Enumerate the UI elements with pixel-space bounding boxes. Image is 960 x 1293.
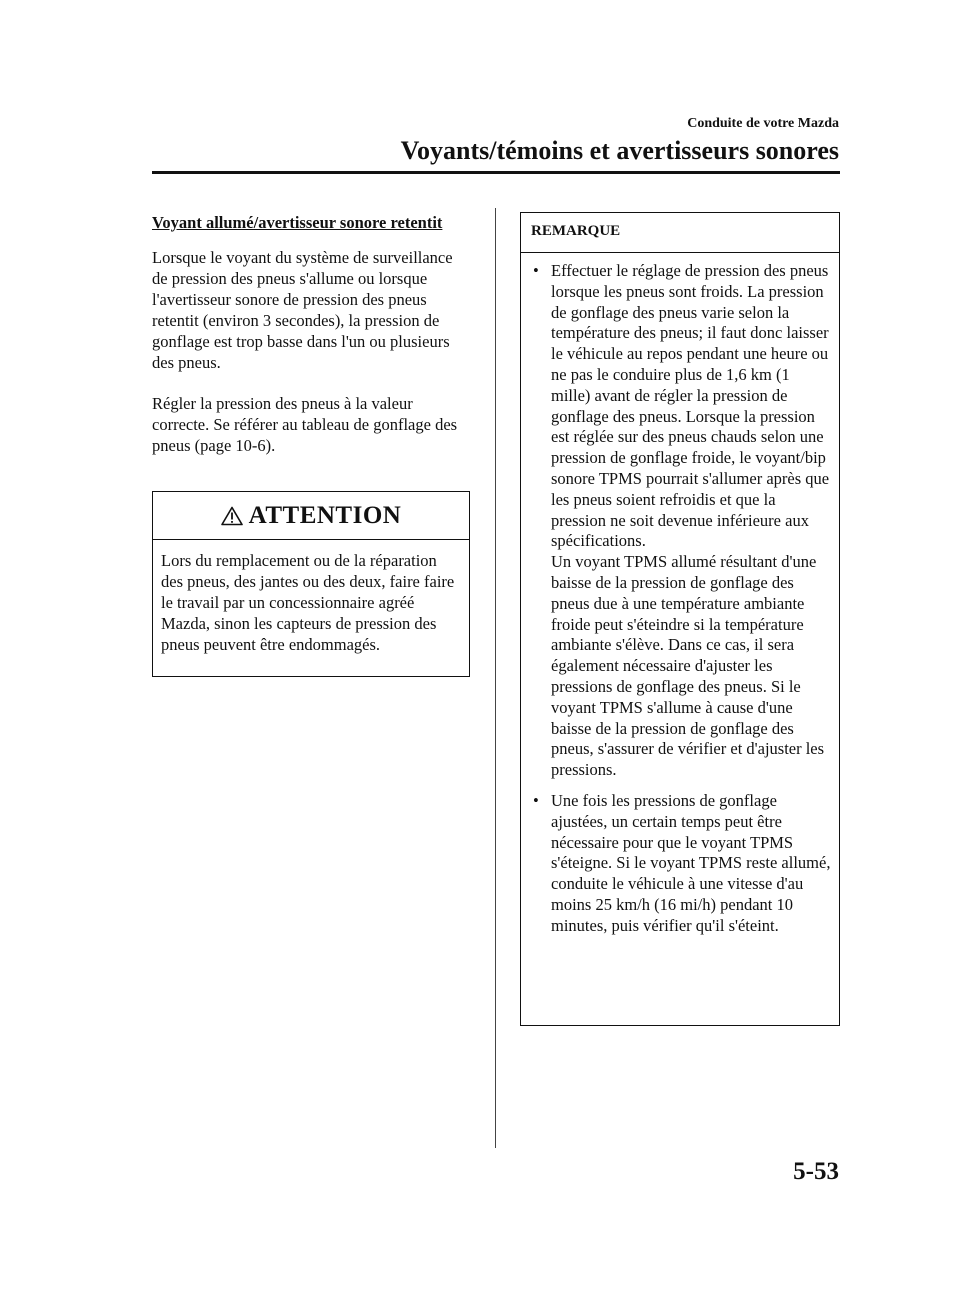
attention-body: Lors du remplacement ou de la réparation des pneus, des jantes ou des deux, faire faire le travail par un concessionnaire agréé Mazda, sinon les capteurs de pression des pneus peuvent être endommagés.	[161, 551, 455, 654]
sub-heading: Voyant allumé/avertisseur sonore retentit	[152, 213, 443, 232]
note-title: REMARQUE	[521, 213, 839, 253]
attention-box	[152, 491, 470, 677]
paragraph-warning-light: Lorsque le voyant du système de surveillance de pression des pneus s'allume ou lorsque l'avertisseur sonore de pression des pneus retentit (environ 3 secondes), la pression de gonflage est trop basse dans l'un ou plusieurs des pneus.	[152, 248, 453, 372]
bullet-icon: •	[533, 261, 539, 280]
left-column	[152, 212, 472, 476]
header-rule	[152, 171, 840, 174]
note-box	[520, 212, 840, 1026]
column-divider	[495, 208, 496, 1148]
attention-title: ATTENTION	[248, 501, 402, 529]
note-item-text: Une fois les pressions de gonflage ajustées, un certain temps peut être nécessaire pour que le voyant TPMS s'éteigne. Si le voyant TPMS reste allumé, conduite le véhicule à une vitesse d'au moins 25 km/h (16 mi/h) pendant 10 minutes, puis vérifier qu'il s'éteint.	[551, 790, 831, 935]
note-item	[529, 261, 831, 781]
page-number: 5-53	[793, 1158, 839, 1185]
note-body	[521, 253, 839, 937]
paragraph-adjust-pressure: Régler la pression des pneus à la valeur correcte. Se référer au tableau de gonflage des pneus (page 10-6).	[152, 394, 458, 455]
note-item-text: Effectuer le réglage de pression des pneus lorsque les pneus sont froids. La pression de gonflage des pneus varie selon la température des pneus; il faut donc laisser le véhicule au repos pendant une heure ou ne pas le conduire plus de 1,6 km (1 mille) avant de régler la pression de gonflage des pneus. Lorsque la pression est réglée sur des pneus chauds selon une pression de gonflage froide, le voyant/bip sonore TPMS pourrait s'allumer après que les pneus soient refroidis et que la pression ne soit devenue inférieure aux spécifications.	[551, 261, 830, 551]
bullet-icon: •	[533, 790, 539, 810]
chapter-title: Conduite de votre Mazda	[687, 116, 839, 131]
section-title: Voyants/témoins et avertisseurs sonores	[400, 136, 839, 165]
attention-header	[153, 492, 469, 540]
note-item	[529, 791, 831, 937]
note-item-continuation: Un voyant TPMS allumé résultant d'une baisse de la pression de gonflage des pneus due à une température ambiante froide peut s'éteindre si la température ambiante s'élève. Dans ce cas, il sera également nécessaire d'ajuster les pressions de gonflage des pneus. Si le voyant TPMS s'allume à cause d'une baisse de la pression de gonflage des pneus, s'assurer de vérifier et d'ajuster les pressions.	[551, 552, 825, 780]
warning-triangle-icon	[221, 506, 243, 526]
